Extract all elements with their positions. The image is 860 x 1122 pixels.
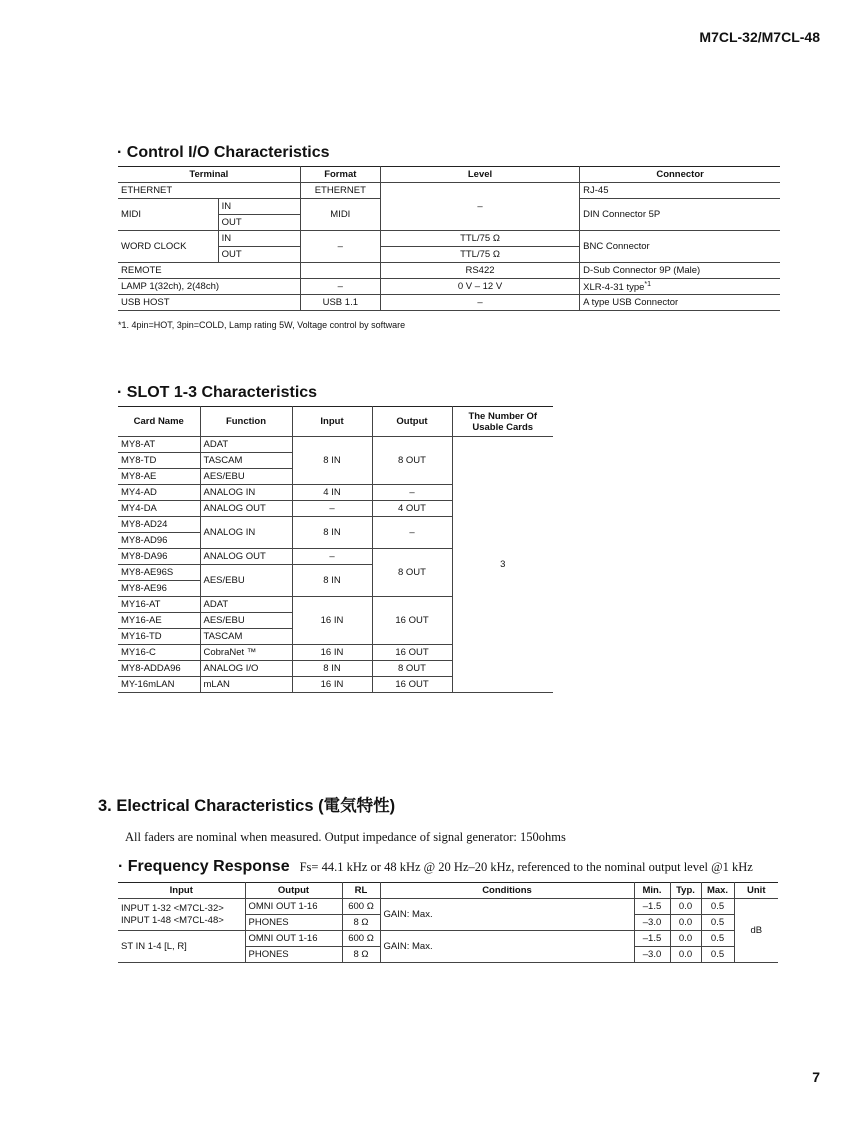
min-cell: –3.0 (634, 915, 670, 931)
rl-cell: 8 Ω (342, 947, 380, 963)
rl-cell: 600 Ω (342, 931, 380, 947)
card-name: MY8-DA96 (118, 549, 200, 565)
frequency-response-heading (118, 858, 753, 876)
frequency-response-subtitle: Fs= 44.1 kHz or 48 kHz @ 20 Hz–20 kHz, referenced to the nominal output level @1 kHz (299, 860, 753, 874)
control-io-title: · Control I/O Characteristics (117, 144, 330, 161)
card-input: 8 IN (292, 661, 372, 677)
header-usable-cards (452, 407, 553, 437)
card-input: 8 IN (292, 565, 372, 597)
frequency-response-table (118, 882, 778, 963)
max-cell: 0.5 (701, 947, 734, 963)
input-line: INPUT 1-32 <M7CL-32> (121, 902, 224, 914)
card-name: MY8-AT (118, 437, 200, 453)
card-input: 16 IN (292, 645, 372, 661)
cell: OUT (218, 247, 300, 263)
slot-table (118, 406, 553, 693)
card-function: ANALOG IN (200, 485, 292, 501)
header-typ: Typ. (670, 883, 701, 899)
card-function: ADAT (200, 437, 292, 453)
typ-cell: 0.0 (670, 899, 701, 915)
conditions-cell: GAIN: Max. (380, 899, 634, 931)
header-min: Min. (634, 883, 670, 899)
card-name: MY8-AE96S (118, 565, 200, 581)
header-terminal: Terminal (118, 167, 300, 183)
cell: RS422 (380, 263, 579, 279)
header-function: Function (200, 407, 292, 437)
footnote: *1. 4pin=HOT, 3pin=COLD, Lamp rating 5W, Voltage control by software (118, 320, 406, 330)
slot-title: · SLOT 1-3 Characteristics (117, 384, 318, 401)
output-cell: PHONES (245, 915, 342, 931)
header-input: Input (292, 407, 372, 437)
card-output: 8 OUT (372, 661, 452, 677)
header-format: Format (300, 167, 380, 183)
card-name: MY16-AT (118, 597, 200, 613)
card-function: ANALOG I/O (200, 661, 292, 677)
header-line: Usable Cards (472, 421, 534, 433)
unit-cell: dB (734, 899, 778, 963)
card-input: 8 IN (292, 437, 372, 485)
header-conditions: Conditions (380, 883, 634, 899)
card-name: MY4-AD (118, 485, 200, 501)
typ-cell: 0.0 (670, 915, 701, 931)
card-function: mLAN (200, 677, 292, 693)
cell: USB 1.1 (300, 295, 380, 311)
header-max: Max. (701, 883, 734, 899)
frequency-response-title: · Frequency Response (118, 858, 290, 875)
card-input: – (292, 549, 372, 565)
card-input: 4 IN (292, 485, 372, 501)
cell: TTL/75 Ω (380, 247, 579, 263)
input-cell (118, 899, 245, 931)
max-cell: 0.5 (701, 915, 734, 931)
usable-cards: 3 (452, 437, 553, 693)
cell: DIN Connector 5P (580, 199, 780, 231)
cell (580, 279, 780, 295)
card-output: – (372, 485, 452, 501)
rl-cell: 600 Ω (342, 899, 380, 915)
cell: IN (218, 231, 300, 247)
cell: TTL/75 Ω (380, 231, 579, 247)
cell: RJ-45 (580, 183, 780, 199)
header-level: Level (380, 167, 579, 183)
card-name: MY16-TD (118, 629, 200, 645)
card-name: MY8-TD (118, 453, 200, 469)
card-name: MY16-C (118, 645, 200, 661)
cell: – (300, 279, 380, 295)
header-rl: RL (342, 883, 380, 899)
card-name: MY8-AD96 (118, 533, 200, 549)
card-output: 8 OUT (372, 437, 452, 485)
page-number: 7 (812, 1069, 820, 1085)
card-function: AES/EBU (200, 613, 292, 629)
card-name: MY8-ADDA96 (118, 661, 200, 677)
max-cell: 0.5 (701, 931, 734, 947)
card-output: 16 OUT (372, 645, 452, 661)
cell: LAMP 1(32ch), 2(48ch) (118, 279, 300, 295)
min-cell: –3.0 (634, 947, 670, 963)
cell: USB HOST (118, 295, 300, 311)
card-input: – (292, 501, 372, 517)
card-input: 16 IN (292, 677, 372, 693)
electrical-intro: All faders are nominal when measured. Output impedance of signal generator: 150ohms (125, 830, 566, 844)
cell-text: XLR-4-31 type (583, 282, 645, 294)
card-function: AES/EBU (200, 565, 292, 597)
card-name: MY16-AE (118, 613, 200, 629)
card-function: AES/EBU (200, 469, 292, 485)
typ-cell: 0.0 (670, 947, 701, 963)
max-cell: 0.5 (701, 899, 734, 915)
rl-cell: 8 Ω (342, 915, 380, 931)
cell: – (300, 231, 380, 263)
header-card-name: Card Name (118, 407, 200, 437)
cell: MIDI (118, 199, 218, 231)
header-output: Output (372, 407, 452, 437)
card-input: 16 IN (292, 597, 372, 645)
cell: OUT (218, 215, 300, 231)
output-cell: OMNI OUT 1-16 (245, 931, 342, 947)
conditions-cell: GAIN: Max. (380, 931, 634, 963)
cell: REMOTE (118, 263, 300, 279)
card-function: ANALOG IN (200, 517, 292, 549)
cell: WORD CLOCK (118, 231, 218, 263)
input-line: INPUT 1-48 <M7CL-48> (121, 914, 224, 926)
page-header: M7CL-32/M7CL-48 (699, 29, 820, 45)
card-name: MY4-DA (118, 501, 200, 517)
cell: A type USB Connector (580, 295, 780, 311)
card-output: 16 OUT (372, 677, 452, 693)
input-cell: ST IN 1-4 [L, R] (118, 931, 245, 963)
electrical-title: 3. Electrical Characteristics (電気特性) (98, 797, 396, 815)
cell: – (380, 183, 579, 231)
header-connector: Connector (580, 167, 780, 183)
cell: D-Sub Connector 9P (Male) (580, 263, 780, 279)
cell (300, 263, 380, 279)
cell: BNC Connector (580, 231, 780, 263)
card-input: 8 IN (292, 517, 372, 549)
card-name: MY-16mLAN (118, 677, 200, 693)
min-cell: –1.5 (634, 899, 670, 915)
min-cell: –1.5 (634, 931, 670, 947)
cell: ETHERNET (118, 183, 300, 199)
card-name: MY8-AE (118, 469, 200, 485)
output-cell: OMNI OUT 1-16 (245, 899, 342, 915)
header-output: Output (245, 883, 342, 899)
cell: 0 V – 12 V (380, 279, 579, 295)
card-function: ANALOG OUT (200, 501, 292, 517)
footnote-mark: *1 (644, 281, 652, 288)
card-name: MY8-AE96 (118, 581, 200, 597)
cell: IN (218, 199, 300, 215)
card-function: CobraNet ™ (200, 645, 292, 661)
cell: – (380, 295, 579, 311)
card-output: 16 OUT (372, 597, 452, 645)
card-name: MY8-AD24 (118, 517, 200, 533)
card-output: 4 OUT (372, 501, 452, 517)
header-unit: Unit (734, 883, 778, 899)
card-function: TASCAM (200, 453, 292, 469)
typ-cell: 0.0 (670, 931, 701, 947)
card-output: – (372, 517, 452, 549)
cell: MIDI (300, 199, 380, 231)
cell: ETHERNET (300, 183, 380, 199)
header-input: Input (118, 883, 245, 899)
card-function: TASCAM (200, 629, 292, 645)
card-function: ANALOG OUT (200, 549, 292, 565)
output-cell: PHONES (245, 947, 342, 963)
header-line: The Number Of (468, 410, 538, 422)
card-output: 8 OUT (372, 549, 452, 597)
card-function: ADAT (200, 597, 292, 613)
control-io-table (118, 166, 780, 311)
